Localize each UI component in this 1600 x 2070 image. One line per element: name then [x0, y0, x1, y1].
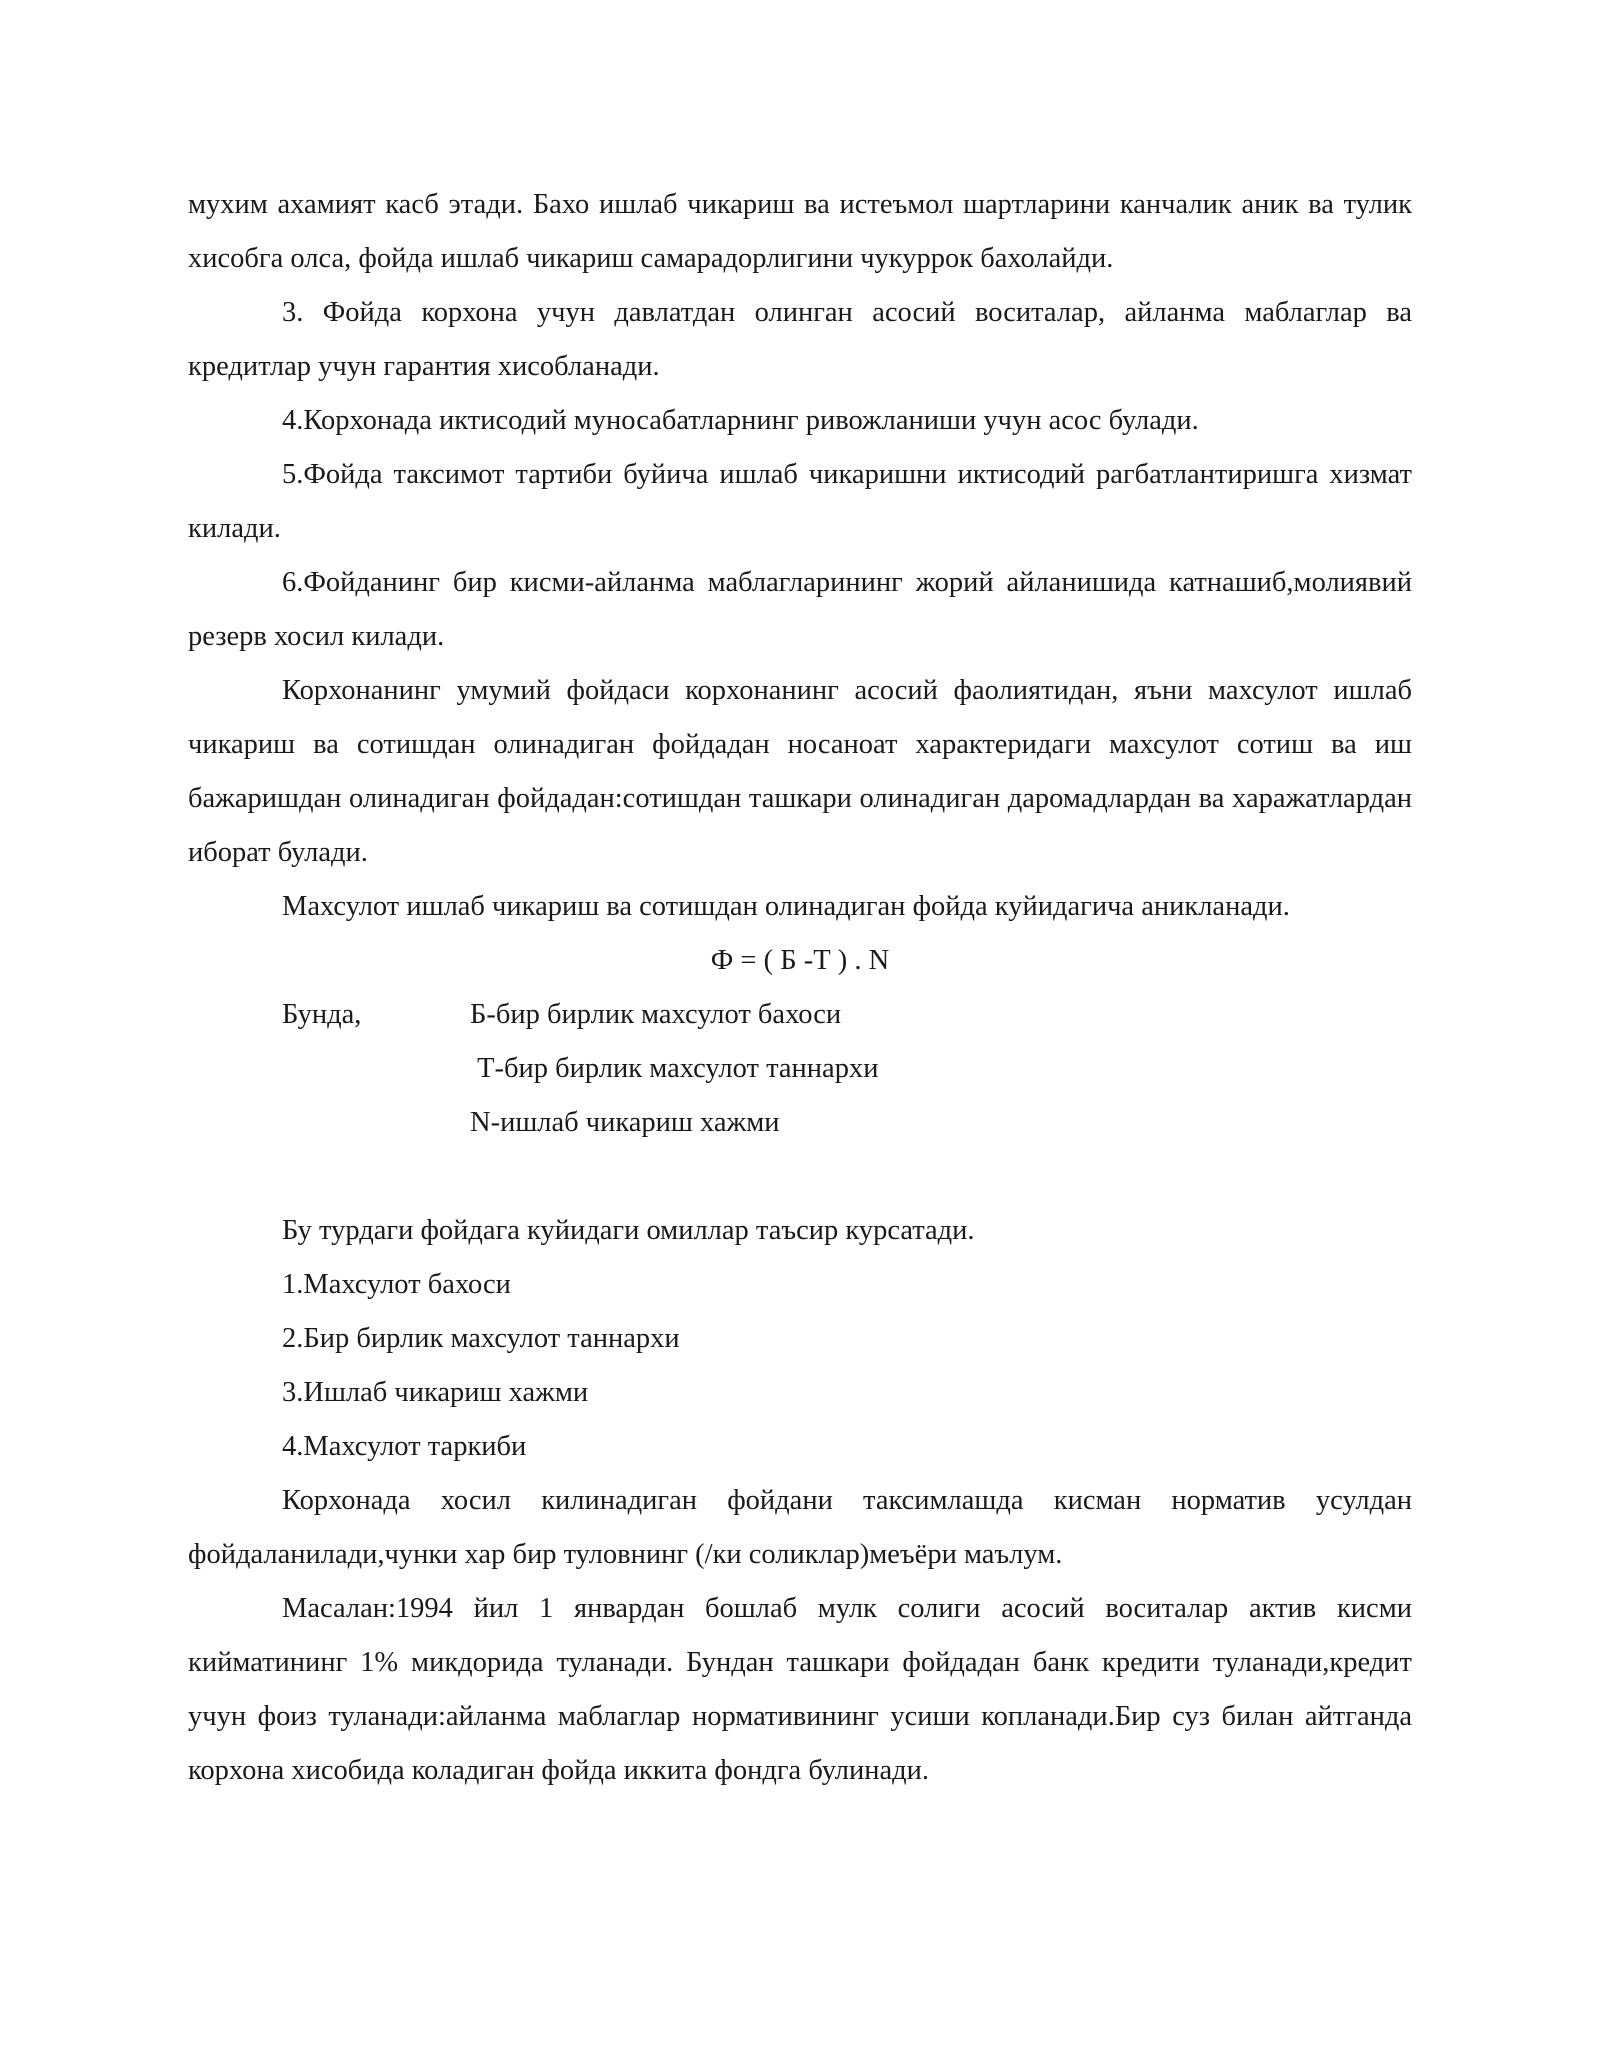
paragraph-example: Масалан:1994 йил 1 январдан бошлаб мулк солиги асосий воситалар актив кисми кийматининг 1% микдорида туланади. Бундан ташкари фойдадан банк кредити туланади,кредит учун фоиз туланади:айланма маблаглар нормативининг усиши копланади.Бир суз билан айтганда корхона хисобида коладиган фойда иккита фондга булинади.	[188, 1593, 1412, 1786]
factor-item: 2.Бир бирлик махсулот таннархи	[282, 1323, 680, 1354]
blank-line	[188, 1150, 1412, 1204]
definition-lead-empty	[188, 1096, 470, 1150]
paragraph-total-profit: Корхонанинг умумий фойдаси корхонанинг асосий фаолиятидан, яъни махсулот ишлаб чикариш ва сотишдан олинадиган фойдадан носаноат характеридаги махсулот сотиш ва иш бажаришдан олинадиган фойдадан:сотишдан ташкари олинадиган даромадлардан ва харажатлардан иборат булади.	[188, 675, 1412, 868]
definition-item: N-ишлаб чикариш хажми	[470, 1107, 780, 1138]
paragraph-point-4: 4.Корхонада иктисодий муносабатларнинг ривожланиши учун асос булади.	[282, 405, 1199, 436]
paragraph-point-5: 5.Фойда таксимот тартиби буйича ишлаб чикаришни иктисодий рагбатлантиришга хизмат килади.	[188, 459, 1412, 544]
definition-row	[188, 1096, 1412, 1150]
paragraph-formula-intro: Махсулот ишлаб чикариш ва сотишдан олинадиган фойда куйидагича аникланади.	[282, 891, 1290, 922]
definition-lead: Бунда,	[282, 999, 362, 1030]
factor-item: 1.Махсулот бахоси	[282, 1269, 511, 1300]
definition-row	[188, 1042, 1412, 1096]
paragraph-importance-continuation: мухим ахамият касб этади. Бахо ишлаб чикариш ва истеъмол шартларини канчалик аник ва тулик хисобга олса, фойда ишлаб чикариш самарадорлигини чукуррок бахолайди.	[188, 189, 1412, 274]
factor-item: 4.Махсулот таркиби	[282, 1431, 527, 1462]
paragraph-point-3: 3. Фойда корхона учун давлатдан олинган асосий воситалар, айланма маблаглар ва кредитлар учун гарантия хисобланади.	[188, 297, 1412, 382]
definition-lead-empty	[188, 1042, 470, 1096]
paragraph-point-6: 6.Фойданинг бир кисми-айланма маблагларининг жорий айланишида катнашиб,молиявий резерв хосил килади.	[188, 567, 1412, 652]
profit-formula: Ф = ( Б -Т ) . N	[710, 945, 890, 976]
definition-item: Т-бир бирлик махсулот таннархи	[470, 1053, 879, 1084]
paragraph-factors-intro: Бу турдаги фойдага куйидаги омиллар таъсир курсатади.	[282, 1215, 975, 1246]
definition-item: Б-бир бирлик махсулот бахоси	[470, 999, 842, 1030]
factor-item: 3.Ишлаб чикариш хажми	[282, 1377, 589, 1408]
definition-row	[188, 988, 1412, 1042]
document-page	[188, 178, 1412, 1798]
paragraph-distribution: Корхонада хосил килинадиган фойдани таксимлашда кисман норматив усулдан фойдаланилади,чунки хар бир туловнинг (/ки соликлар)меъёри маълум.	[188, 1485, 1412, 1570]
